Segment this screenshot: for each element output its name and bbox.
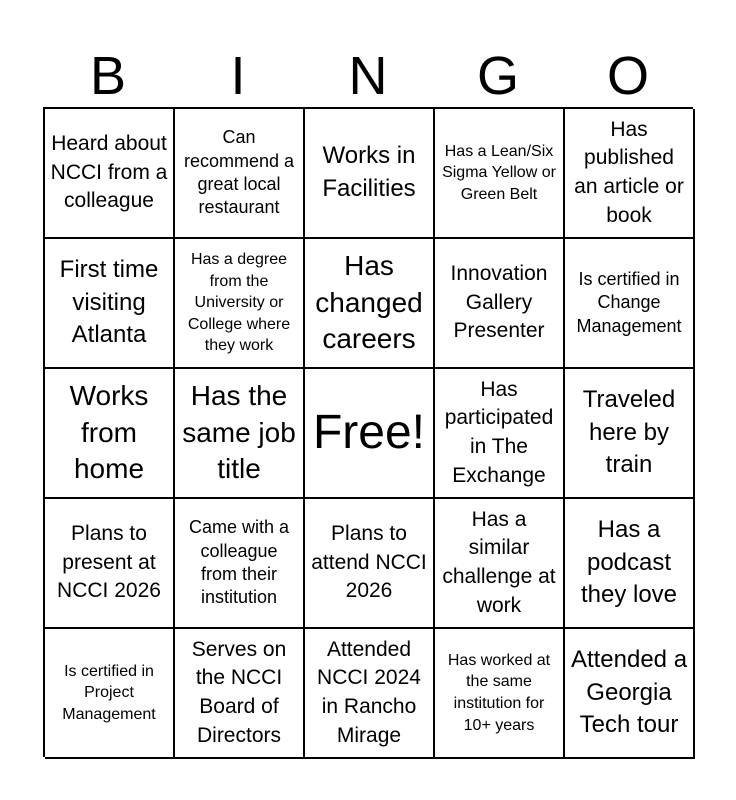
- bingo-cell[interactable]: [435, 629, 565, 759]
- bingo-cell[interactable]: [175, 239, 305, 369]
- cell-text: Traveled here by train: [582, 385, 676, 479]
- bingo-cell[interactable]: [565, 499, 695, 629]
- bingo-cell-free[interactable]: [305, 369, 435, 499]
- bingo-board: [43, 107, 693, 757]
- cell-text: Has a Lean/Six Sigma Yellow or Green Belt: [442, 142, 556, 203]
- cell-text: Has participated in The Exchange: [444, 377, 554, 487]
- bingo-cell[interactable]: [565, 239, 695, 369]
- bingo-cell[interactable]: [565, 629, 695, 759]
- cell-text: Works from home: [69, 379, 149, 485]
- bingo-cell[interactable]: [305, 629, 435, 759]
- header-letter-o: O: [606, 46, 649, 106]
- cell-text: Has a degree from the University or College where they work: [187, 251, 291, 355]
- cell-text: Attended NCCI 2024 in Rancho Mirage: [317, 637, 421, 747]
- cell-text: First time visiting Atlanta: [59, 255, 159, 349]
- bingo-cell[interactable]: [175, 629, 305, 759]
- cell-text: Heard about NCCI from a colleague: [50, 132, 168, 213]
- header-letter-g: G: [476, 46, 519, 106]
- cell-text: Has published an article or book: [574, 117, 684, 227]
- header-letter-i: I: [230, 46, 246, 106]
- cell-text: Has worked at the same institution for 10+ years: [447, 651, 551, 734]
- cell-text: Works in Facilities: [322, 142, 416, 202]
- bingo-cell[interactable]: [435, 239, 565, 369]
- cell-text: Has changed careers: [315, 249, 423, 355]
- bingo-cell[interactable]: [305, 109, 435, 239]
- bingo-cell[interactable]: [175, 499, 305, 629]
- cell-text: Attended a Georgia Tech tour: [570, 645, 688, 739]
- cell-text: Is certified in Change Management: [576, 268, 682, 336]
- header-letter-b: B: [89, 46, 127, 106]
- cell-text: Is certified in Project Management: [62, 662, 156, 723]
- bingo-cell[interactable]: [175, 369, 305, 499]
- bingo-cell[interactable]: [435, 109, 565, 239]
- cell-text: Has the same job title: [182, 379, 296, 485]
- cell-text: Innovation Gallery Presenter: [450, 262, 548, 343]
- bingo-cell[interactable]: [175, 109, 305, 239]
- cell-text: Plans to present at NCCI 2026: [57, 522, 161, 603]
- cell-text: Has a podcast they love: [580, 515, 678, 609]
- bingo-cell[interactable]: [435, 369, 565, 499]
- bingo-cell[interactable]: [435, 499, 565, 629]
- bingo-cell[interactable]: [305, 239, 435, 369]
- cell-text: Plans to attend NCCI 2026: [311, 522, 427, 603]
- bingo-header: [43, 44, 693, 108]
- cell-text: Has a similar challenge at work: [442, 507, 556, 617]
- cell-text: Serves on the NCCI Board of Directors: [191, 637, 287, 747]
- bingo-cell[interactable]: [305, 499, 435, 629]
- bingo-cell[interactable]: [45, 109, 175, 239]
- bingo-cell[interactable]: [45, 499, 175, 629]
- bingo-cell[interactable]: [45, 369, 175, 499]
- free-space-text: Free!: [312, 406, 426, 459]
- bingo-cell[interactable]: [45, 239, 175, 369]
- cell-text: Can recommend a great local restaurant: [183, 127, 295, 218]
- header-letter-n: N: [348, 46, 388, 106]
- bingo-cell[interactable]: [45, 629, 175, 759]
- cell-text: Came with a colleague from their institution: [188, 517, 290, 608]
- bingo-cell[interactable]: [565, 369, 695, 499]
- bingo-cell[interactable]: [565, 109, 695, 239]
